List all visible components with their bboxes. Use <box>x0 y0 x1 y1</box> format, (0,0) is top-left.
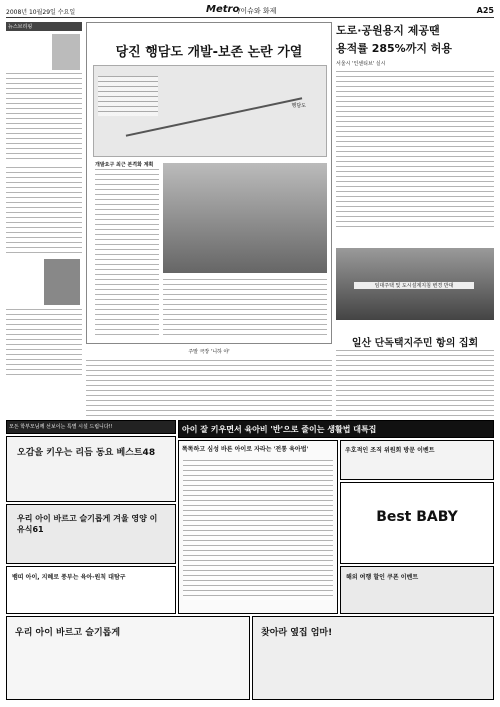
briefing-photo <box>52 34 80 70</box>
ad-left-2-text: 우리 아이 바르고 슬기롭게 겨울 영양 이유식61 <box>17 514 158 534</box>
right-story <box>336 22 494 244</box>
briefing-text-3 <box>6 309 82 379</box>
main-text-2 <box>163 279 327 339</box>
ad-bottom-left <box>6 616 250 700</box>
magazine-title: Best BABY <box>376 509 458 525</box>
ad-right-1-text: 우호적인 조직 위원회 방문 이벤트 <box>345 447 435 454</box>
right-text <box>336 71 494 231</box>
page-number: A25 <box>476 6 494 15</box>
ad-left-1-text: 오감을 키우는 리듬 동요 베스트48 <box>17 448 156 458</box>
ad-right-2 <box>340 566 494 614</box>
main-headline: 당진 행담도 개발-보존 논란 가열 <box>115 45 303 60</box>
notice-bar <box>86 348 332 357</box>
ad-left-1 <box>6 436 176 502</box>
ad-right-2-text: 해외 여행 할인 쿠폰 이벤트 <box>346 574 419 581</box>
masthead: Metro <box>206 4 240 15</box>
lower-text <box>86 360 332 416</box>
right-headline-1: 도로·공원용지 제공땐 <box>336 24 440 37</box>
ad-center <box>178 440 338 614</box>
right-headline-2: 용적률 285%까지 허용 <box>336 42 453 55</box>
main-photo <box>163 163 327 273</box>
protest-text <box>336 350 494 416</box>
protest-headline: 일산 단독택지주민 항의 집회 <box>351 338 479 349</box>
ad-bottom-right <box>252 616 494 700</box>
main-text <box>95 169 159 339</box>
main-subhead: 개발요구 최근 본격화 계획 <box>95 162 154 168</box>
ad-bottom-1-text: 우리 아이 바르고 슬기롭게 <box>15 628 121 638</box>
briefing-text <box>6 73 82 163</box>
main-map <box>93 65 327 157</box>
ad-center-text <box>183 460 333 600</box>
ad-top-bar <box>6 420 176 434</box>
section-label: /이슈와 화제 <box>238 7 277 15</box>
protest-photo <box>336 248 494 320</box>
protest-banner: 임대주택 및 도시설계지침 변경 반대 <box>354 282 474 289</box>
news-bar: 뉴스브리핑 <box>6 22 82 31</box>
map-text <box>98 76 158 116</box>
header-date: 2008년 10월29일 수요일 <box>6 9 76 16</box>
ad-left-2 <box>6 504 176 564</box>
right-sub: 서울시 '인센티브' 실시 <box>336 61 386 67</box>
notice-text: 주말 극장 '니하 야' <box>188 349 230 355</box>
ad-sub-1: 똑똑하고 심성 바른 아이로 자라는 '전통 육아법' <box>182 446 309 453</box>
ad-headline-box <box>178 420 494 438</box>
ad-right-1 <box>340 440 494 480</box>
ad-magazine <box>340 482 494 564</box>
ad-headline: 아이 잘 키우면서 육아비 '반'으로 줄이는 생활법 대특집 <box>182 425 377 434</box>
ad-left-3-text: 뱀띠 아이, 지혜로 풍부는 육아·원칙 대탐구 <box>12 574 126 581</box>
news-briefing <box>6 22 82 380</box>
ad-top-bar-text: 모든 학부모님께 선보이는 특별 시설 드립니다!! <box>9 424 113 430</box>
page-header <box>6 4 494 18</box>
ad-bottom-2-text: 찾아라 옆집 엄마! <box>261 628 333 638</box>
map-label: 행담도 <box>291 103 306 109</box>
briefing-photo-2 <box>44 259 80 305</box>
briefing-text-2 <box>6 167 82 255</box>
ad-left-3 <box>6 566 176 614</box>
main-story <box>86 22 332 344</box>
